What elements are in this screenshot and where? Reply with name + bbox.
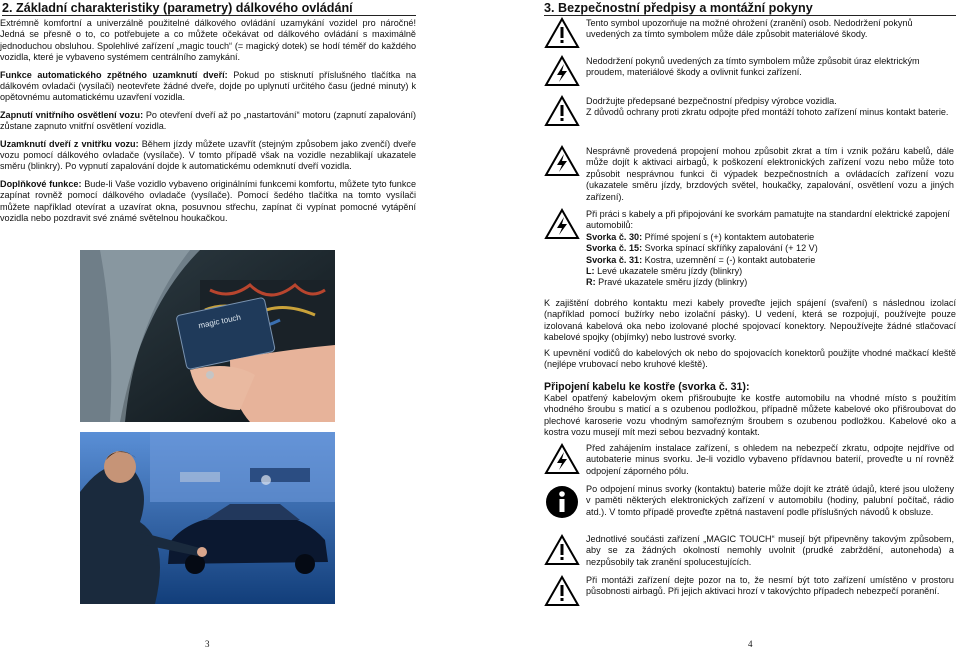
ground-paragraph: Kabel opatřený kabelovým okem přišroubujte ke kostře automobilu na vhodné místo s použitím vhodného šroubu s maticí a s ozubenou podložkou, případně můžete kabelové oko přišroubovat do plechové karoserie vozu vhodným samořezným šroubem s ozubenou podložkou. Kabelové oko a kostra vozu musejí mít mezi sebou bezvadný kontakt. <box>544 393 956 438</box>
warning-text-airbag: Při montáži zařízení dejte pozor na to, že nesmí být toto zařízení umístěno v prostoru působnosti airbagů. Při jejich aktivaci hrozí v takovýchto případech nebezpečí poranění. <box>586 575 954 597</box>
page-number-left: 3 <box>205 639 210 649</box>
autolock-paragraph: Funkce automatického zpětného uzamknutí dveří: Pokud po stisknutí příslušného tlačítka na dálkovém ovladači (vysílači) neotevřete žádné dveře, dojde po uplynutí určitého času (jedné minuty) k opětovnému automatickému uzavření vozidla. <box>0 69 416 103</box>
page-number-right: 4 <box>748 639 753 649</box>
extra-functions-paragraph: Doplňkové funkce: Bude-li Vaše vozidlo vybaveno originálními funkcemi komfortu, můžete tyto funkce zapínat rovněž pomocí dálkového ovladače (vysílače). Pomocí šedého tlačítka na tomto vysílači můžete například otevírat a uzavírat okna, posuvnou střechu, zapínat či vypínat pomocné vytápění vozidla nebo pozdravit své známé světelnou houkačkou. <box>0 178 416 224</box>
car-remote-photo <box>80 432 335 604</box>
warning-row-shortcircuit <box>544 145 960 205</box>
warning-row-terminals <box>544 208 960 292</box>
electric-hazard-icon <box>544 443 580 475</box>
warning-triangle-icon <box>544 534 580 566</box>
car-remote-photo-image <box>80 432 335 604</box>
left-text-column <box>0 18 416 231</box>
warning-row-airbag <box>544 575 960 613</box>
installation-photo <box>80 250 335 422</box>
info-icon <box>544 484 580 520</box>
section-heading-2: 2. Základní charakteristiky (parametry) dálkového ovládání <box>2 1 416 16</box>
section-heading-3: 3. Bezpečnostní předpisy a montážní pokyny <box>544 1 956 16</box>
warning-row-electric <box>544 55 960 93</box>
warning-triangle-icon <box>544 575 580 607</box>
warning-row-danger <box>544 17 960 55</box>
warning-text-electric: Nedodržení pokynů uvedených za tímto symbolem může způsobit úraz elektrickým proudem, materiálové škody a ovlivnit funkci zařízení. <box>586 56 920 78</box>
inside-lock-paragraph: Uzamknutí dveří z vnitřku vozu: Během jízdy můžete uzavřít (stejným způsobem jako zvenčí) dveře vozu pomocí dálkového ovladače (vysílače). V tomto případě však na vozidle nezablikají ukazatele směru (blinkry). Po vypnutí zapalování dojde k automatickému odemknutí dveří vozidla. <box>0 138 417 172</box>
ground-subheading: Připojení kabelu ke kostře (svorka č. 31): <box>544 381 750 393</box>
terminal-30: Svorka č. 30: Přímé spojení s (+) kontaktem autobaterie <box>586 231 815 242</box>
warning-text-disconnect: Před zahájením instalace zařízení, s ohledem na nebezpečí zkratu, odpojte nejdříve od autobaterie minus svorku. Je-li vozidlo vybaveno přídavnou baterií, proveďte u ní rovněž odpojení záporného pólu. <box>586 443 954 476</box>
electric-hazard-icon <box>544 55 580 87</box>
terminal-15: Svorka č. 15: Svorka spínací skříňky zapalování (+ 12 V) <box>586 243 818 254</box>
terminal-l: L: Levé ukazatele směru jízdy (blinkry) <box>586 266 743 277</box>
warning-row-mounting <box>544 534 960 572</box>
warning-triangle-icon <box>544 95 580 127</box>
warning-text-terminals: Při práci s kabely a při připojování ke svorkám pamatujte na standardní elektrické zapojení automobilů: Svorka č. 30: Přímé spojení s (+) kontaktem autobaterie Svorka č. 15: Svorka spínací skříňky zapalování (+ 12 V) Svorka č. 31: Kostra, uzemnění = (-) kontakt autobaterie L: Levé ukazatele směru jízdy (blinkry) R: Pravé ukazatele směru jízdy (blinkry) <box>586 209 954 289</box>
device-label: magic touch <box>197 312 242 331</box>
electric-hazard-icon <box>544 208 580 240</box>
crimp-paragraph: K upevnění vodičů do kabelových ok nebo do spojovacích konektorů použijte vhodné mačkací kleště (nejlépe vrubovací nebo kruhové kleště). <box>544 348 956 370</box>
interior-light-paragraph: Zapnutí vnitřního osvětlení vozu: Po otevření dveří až po „nastartování“ motoru (zapnutí zapalování) zůstane zapnuto vnitřní osvětlení vozidla. <box>0 109 416 132</box>
info-text-memory: Po odpojení minus svorky (kontaktu) baterie může dojít ke ztrátě údajů, které jsou uloženy v paměti některých elektronických zařízení v automobilu (hodiny, palubní počítač, rádio atd.). V tomto případě proveďte zpětná nastavení podle příslušných návodů k obsluze. <box>586 484 954 517</box>
terminal-31: Svorka č. 31: Kostra, uzemnění = (-) kontakt autobaterie <box>586 254 816 265</box>
terminal-r: R: Pravé ukazatele směru jízdy (blinkry) <box>586 277 748 288</box>
warning-row-disconnect <box>544 443 960 481</box>
installation-photo-image <box>80 250 335 422</box>
warning-text-danger: Tento symbol upozorňuje na možné ohrožení (zranění) osob. Nedodržení pokynů uvedených za tímto symbolem může dále způsobit materiálové škody. <box>586 18 913 40</box>
solder-paragraph: K zajištění dobrého kontaktu mezi kabely proveďte jejich spájení (svaření) s následnou izolací (například pomocí bužírky nebo izolační pásky). U vedení, která se rozpojují, používejte pouze izolovaná kabelová oka nebo izolované ploché spojovací konektory. Nepoužívejte žádné stlačovací kabelové spojky (objímky) nebo lustrové svorky. <box>544 298 956 343</box>
electric-hazard-icon <box>544 145 580 177</box>
intro-paragraph: Extrémně komfortní a univerzálně použitelné dálkového ovládání uzamykání vozidel pro náročné! Jedná se přesně o to, co potřebujete a co můžete očekávat od dálkového ovládání s maximálně jednoduchou obsluhou. Spolehlivé zařízení „magic touch“ (= magický dotek) se hodí téměř do každého vozidla, které je vybaveno systémem centrálního zamykání. <box>0 18 416 63</box>
warning-row-safety <box>544 95 960 135</box>
warning-text-shortcircuit: Nesprávně provedená propojení mohou způsobit zkrat a tím i vznik požáru kabelů, dále může dojít k aktivaci airbagů, k poškození elektronických zařízení vozu nebo může toto způsobit nesprávnou funkci či výpadek bezpečnostních a ovládacích zařízení vozu (ukazatele směru jízdy, brzdových světel, houkačky, zapalování, osvětlení vozu a jiných zařízení). <box>586 146 954 202</box>
warning-triangle-icon <box>544 17 580 49</box>
warning-text-safety: Dodržujte předepsané bezpečnostní předpisy výrobce vozidla. Z důvodů ochrany proti zkratu odpojte před montáží tohoto zařízení minus kontakt baterie. <box>586 96 949 118</box>
info-row-memory <box>544 484 960 530</box>
warning-text-mounting: Jednotlivé součásti zařízení „MAGIC TOUCH“ musejí být připevněny takovým způsobem, aby se za žádných okolností nemohly uvolnit (prudké zabrždění, autonehoda) a nezpůsobily tak zranění spolucestujících. <box>586 534 954 567</box>
